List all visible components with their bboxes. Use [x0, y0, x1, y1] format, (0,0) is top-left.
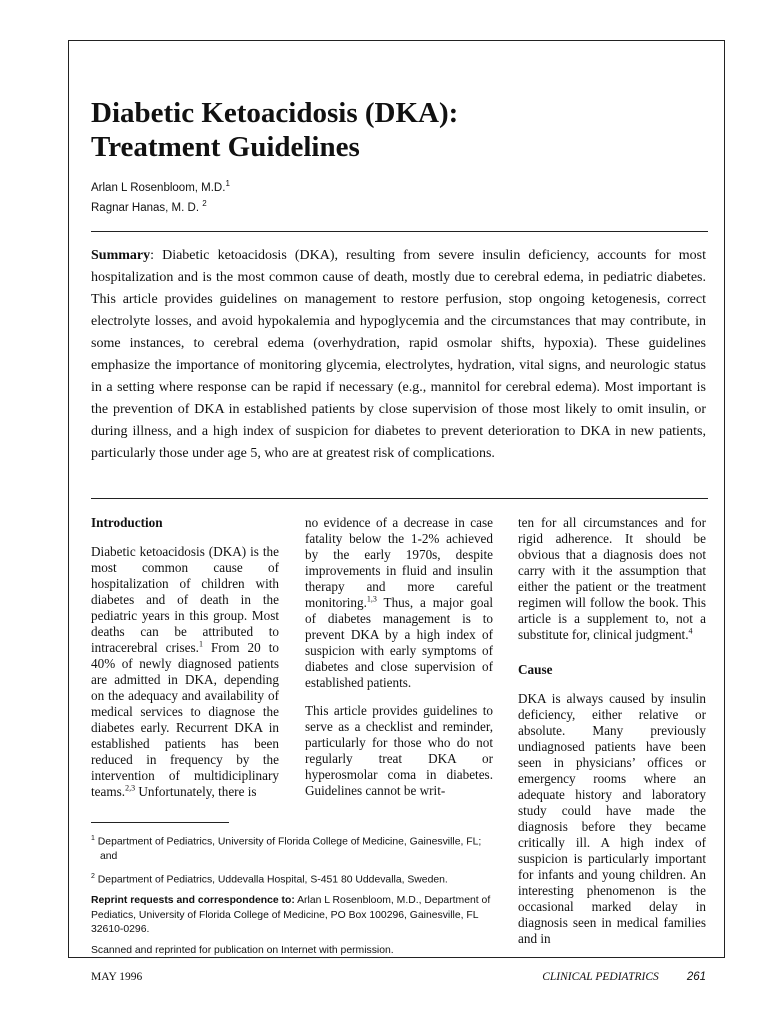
introduction-paragraph: Diabetic ketoacidosis (DKA) is the most common cause of hospitalization of children with diabetes and of death in the pediatric years in this group. Most deaths can be attributed to intracerebral crises.$^1$ From 20 to 40% of newly diagnosed patients are admitted in DKA, depending on the adequacy and availability of medical services to diagnose the diabetes early. Recurrent DKA in established patients has been reduced in frequency by the intervention of multidiciplinary teams.$^{2,3}$ Unfortunately, there is [91, 544, 279, 799]
reference-mark: 2,3 [125, 783, 136, 793]
author-1: Arlan L Rosenbloom, M.D.$^1$ [91, 179, 230, 194]
summary-top-rule [91, 231, 708, 232]
author-1-mark: 1 [225, 179, 230, 188]
footnote-rule [91, 822, 229, 823]
running-footer [542, 971, 706, 983]
article-title [91, 96, 691, 164]
cause-paragraph: DKA is always caused by insulin deficiency, either relative or absolute. Many previously undiagnosed patients have been seen in physicians’ offices or emergency rooms where an adequate history and laboratory study could have made the diagnosis before they became critically ill. A high index of suspicion is particularly important for infants and young children. An interesting phenomenon is the occasional marked delay in diagnosis seen in medical families and in [518, 691, 706, 946]
reference-mark: 1,3 [366, 594, 377, 604]
reference-mark: 4 [688, 626, 693, 636]
summary-bottom-rule [91, 498, 708, 499]
column-2 [305, 515, 493, 799]
reprint-note: Reprint requests and correspondence to: Arlan L Rosenbloom, M.D., Department of Pediatics, University of Florida College of Medicine, PO Box 100296, Gainesville, FL 32610-0296. [91, 895, 491, 936]
reprint-label: Reprint requests and correspondence to: [91, 895, 295, 907]
title-line-1: Diabetic Ketoacidosis (DKA): [91, 97, 459, 129]
footnotes [91, 832, 497, 962]
summary-text: : Diabetic ketoacidosis (DKA), resulting from severe insulin deficiency, accounts for most hospitalization and is the most common cause of death, mostly due to cerebral edema, in pediatric diabetes. This article provides guidelines on management to restore perfusion, stop ongoing ketogenesis, correct electrolyte losses, and avoid hypokalemia and hypoglycemia and the circumstances that may contribute, in some instances, to cerebral edema (overhydration, rapid osmolar shifts, hypoxia). These guidelines emphasize the importance of monitoring glycemia, electrolytes, hydration, vital signs, and neurologic status in a setting where response can be rapid if necessary (e.g., mannitol for cerebral edema). Most important is the prevention of DKA in established patients by close supervision of those most likely to omit insulin, or during illness, and a high index of suspicion for diabetes to prevent deterioration to DKA in new patients, particularly those under age 5, who are at greatest risk of complications. [91, 248, 706, 461]
footnote-1: $^1$ Department of Pediatrics, University of Florida College of Medicine, Gainesville, FL; and [91, 835, 482, 862]
section-heading-introduction: Introduction [91, 515, 163, 530]
summary-label: Summary [91, 248, 151, 263]
guidelines-continued-paragraph: ten for all circumstances and for rigid adherence. It should be obvious that a diagnosis does not carry with it the assumption that either the patient or the treatment regimen will follow the book. This article is a supplement to, not a substitute for, clinical judgment.$^4$ [518, 515, 706, 642]
title-line-2: Treatment Guidelines [91, 131, 360, 163]
author-2: Ragnar Hanas, M. D. $^2$ [91, 198, 207, 214]
introduction-continued-paragraph: no evidence of a decrease in case fatality below the 1-2% achieved by the early 1970s, despite improvements in fluid and insulin therapy and more careful monitoring.$^{1,3}$ Thus, a major goal of diabetes management is to prevent DKA by a high index of suspicion with early symptoms of diabetes and close supervision of established patients. [305, 515, 493, 690]
footnote-2: $^2$ Department of Pediatrics, Uddevalla Hospital, S-451 80 Uddevalla, Sweden. [91, 873, 448, 886]
summary-paragraph [91, 245, 706, 465]
issue-date: MAY 1996 [91, 971, 143, 983]
column-3 [518, 515, 706, 947]
scanned-note: Scanned and reprinted for publication on Internet with permission. [91, 944, 394, 956]
guidelines-paragraph: This article provides guidelines to serve as a checklist and reminder, particularly for those who do not regularly treat DKA or hyperosmolar coma in diabetes. Guidelines cannot be writ- [305, 703, 493, 798]
column-1 [91, 515, 279, 800]
section-heading-cause: Cause [518, 662, 553, 677]
journal-name: CLINICAL PEDIATRICS [542, 971, 659, 983]
reference-mark: 1 [198, 639, 203, 649]
page-number: 261 [686, 971, 706, 983]
author-2-mark: 2 [202, 198, 207, 208]
author-list [91, 176, 230, 216]
